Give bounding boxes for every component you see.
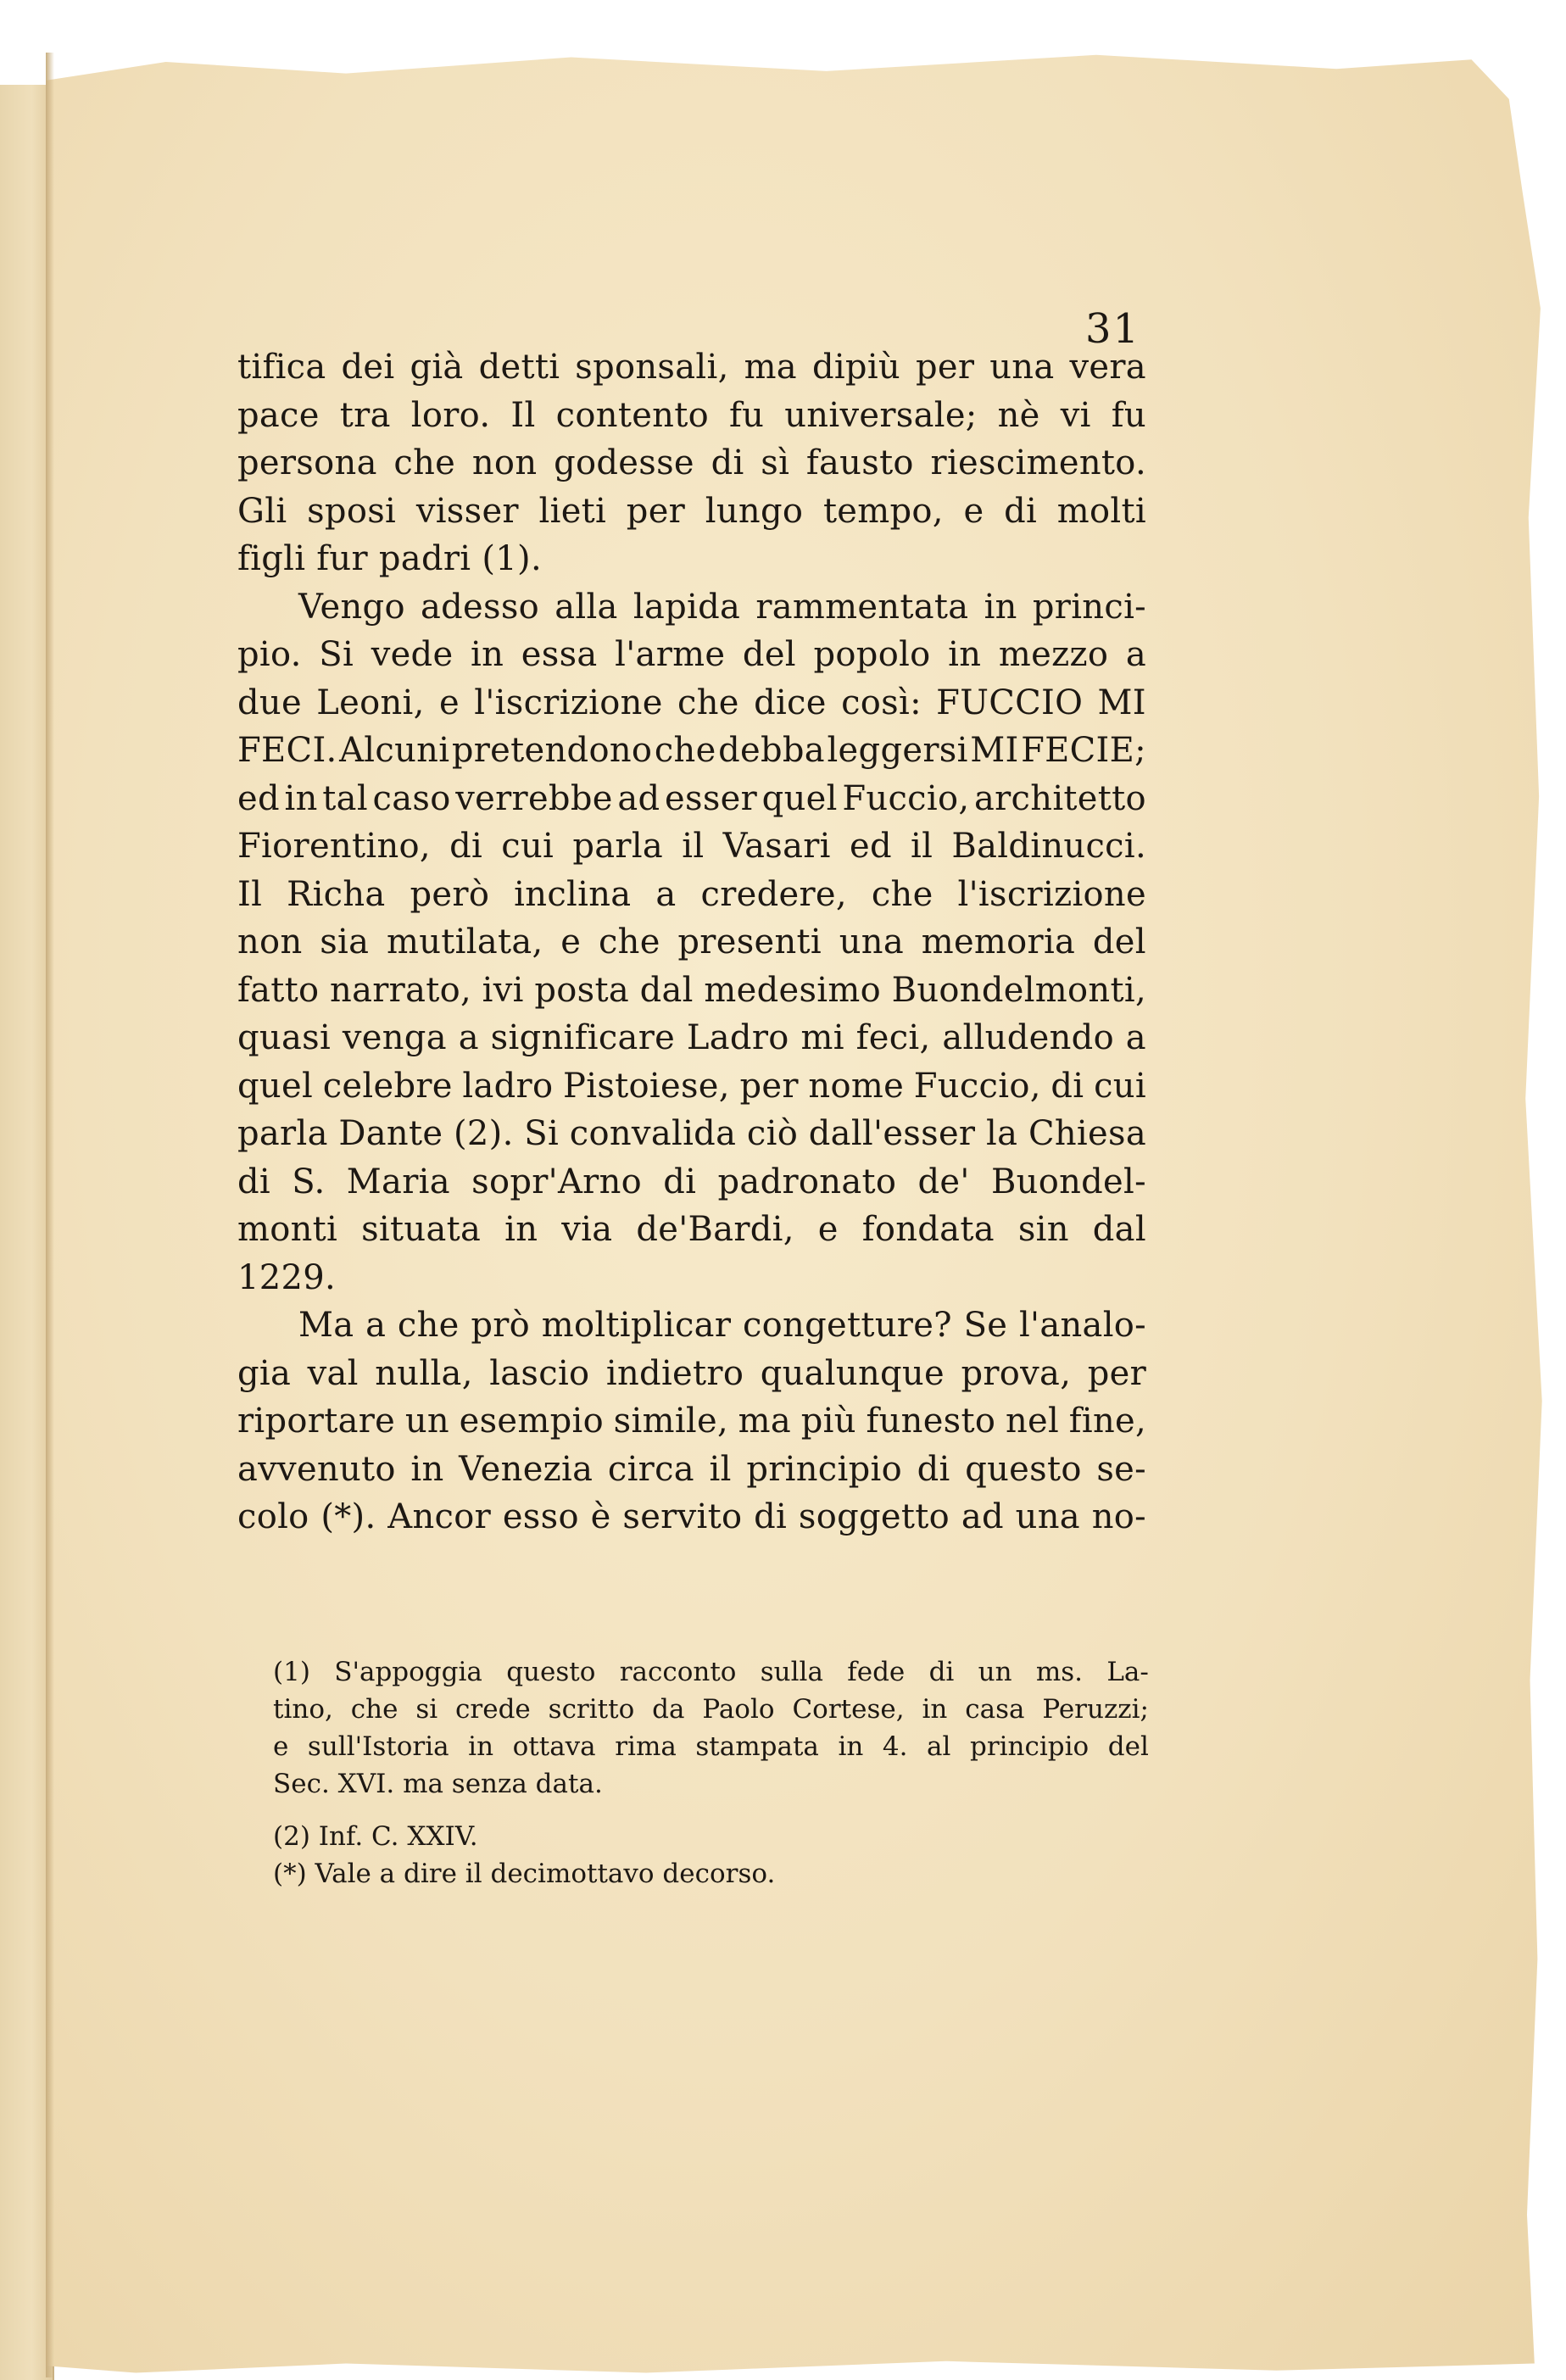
text-line: gia val nulla, lascio indietro qualunque prova, per <box>237 1353 1146 1393</box>
footnote-line: tino, che si crede scritto da Paolo Cortese, in casa Peruzzi; <box>273 1694 1149 1725</box>
footnote-line: (1) S'appoggia questo racconto sulla fede di un ms. La- <box>273 1657 1149 1687</box>
text-line: Ma a che prò moltiplicar congetture? Se l'analo- <box>298 1306 1146 1345</box>
text-line: 1229. <box>237 1257 337 1297</box>
text-line: pace tra loro. Il contento fu universale; nè vi fu <box>237 395 1146 435</box>
page-number: 31 <box>1085 305 1141 353</box>
footnote-line: (*) Vale a dire il decimottavo decorso. <box>273 1859 776 1889</box>
text-line: Gli sposi visser lieti per lungo tempo, e di molti <box>237 491 1146 531</box>
text-line: di S. Maria sopr'Arno di padronato de' Buondel- <box>237 1162 1146 1201</box>
text-line: tifica dei già detti sponsali, ma dipiù per una vera <box>237 348 1146 387</box>
text-line: colo (*). Ancor esso è servito di soggetto ad una no- <box>237 1497 1146 1536</box>
text-line: FECI. Alcuni pretendono che debba leggersi MI FECIE; <box>237 731 1146 770</box>
text-line: monti situata in via de'Bardi, e fondata sin dal <box>237 1210 1146 1249</box>
text-line: Il Richa però inclina a credere, che l'iscrizione <box>237 874 1146 914</box>
text-line: Fiorentino, di cui parla il Vasari ed il Baldinucci. <box>237 827 1146 866</box>
binding-shadow <box>46 53 54 2377</box>
text-line: fatto narrato, ivi posta dal medesimo Buondelmonti, <box>237 970 1146 1010</box>
footnote-line: (2) Inf. C. XXIV. <box>273 1821 478 1852</box>
text-line: parla Dante (2). Si convalida ciò dall'esser la Chiesa <box>237 1114 1146 1153</box>
text-line: riportare un esempio simile, ma più funesto nel fine, <box>237 1402 1146 1441</box>
text-line: quasi venga a significare Ladro mi feci, alludendo a <box>237 1018 1146 1057</box>
text-line: pio. Si vede in essa l'arme del popolo in mezzo a <box>237 635 1146 674</box>
text-line: due Leoni, e l'iscrizione che dice così: FUCCIO MI <box>237 683 1146 722</box>
text-line: ed in tal caso verrebbe ad esser quel Fuccio, architetto <box>237 778 1146 818</box>
footnotes <box>273 1653 1149 1892</box>
text-line: non sia mutilata, e che presenti una memoria del <box>237 922 1146 961</box>
text-line: avvenuto in Venezia circa il principio di questo se- <box>237 1449 1146 1489</box>
text-line: figli fur padri (1). <box>237 539 542 578</box>
body-text <box>237 343 1146 1541</box>
text-line: persona che non godesse di sì fausto riescimento. <box>237 443 1146 482</box>
text-line: Vengo adesso alla lapida rammentata in princi- <box>298 587 1146 627</box>
footnote-line: Sec. XVI. ma senza data. <box>273 1769 603 1799</box>
text-line: quel celebre ladro Pistoiese, per nome Fuccio, di cui <box>237 1066 1146 1106</box>
footnote-line: e sull'Istoria in ottava rima stampata in 4. al principio del <box>273 1731 1149 1762</box>
